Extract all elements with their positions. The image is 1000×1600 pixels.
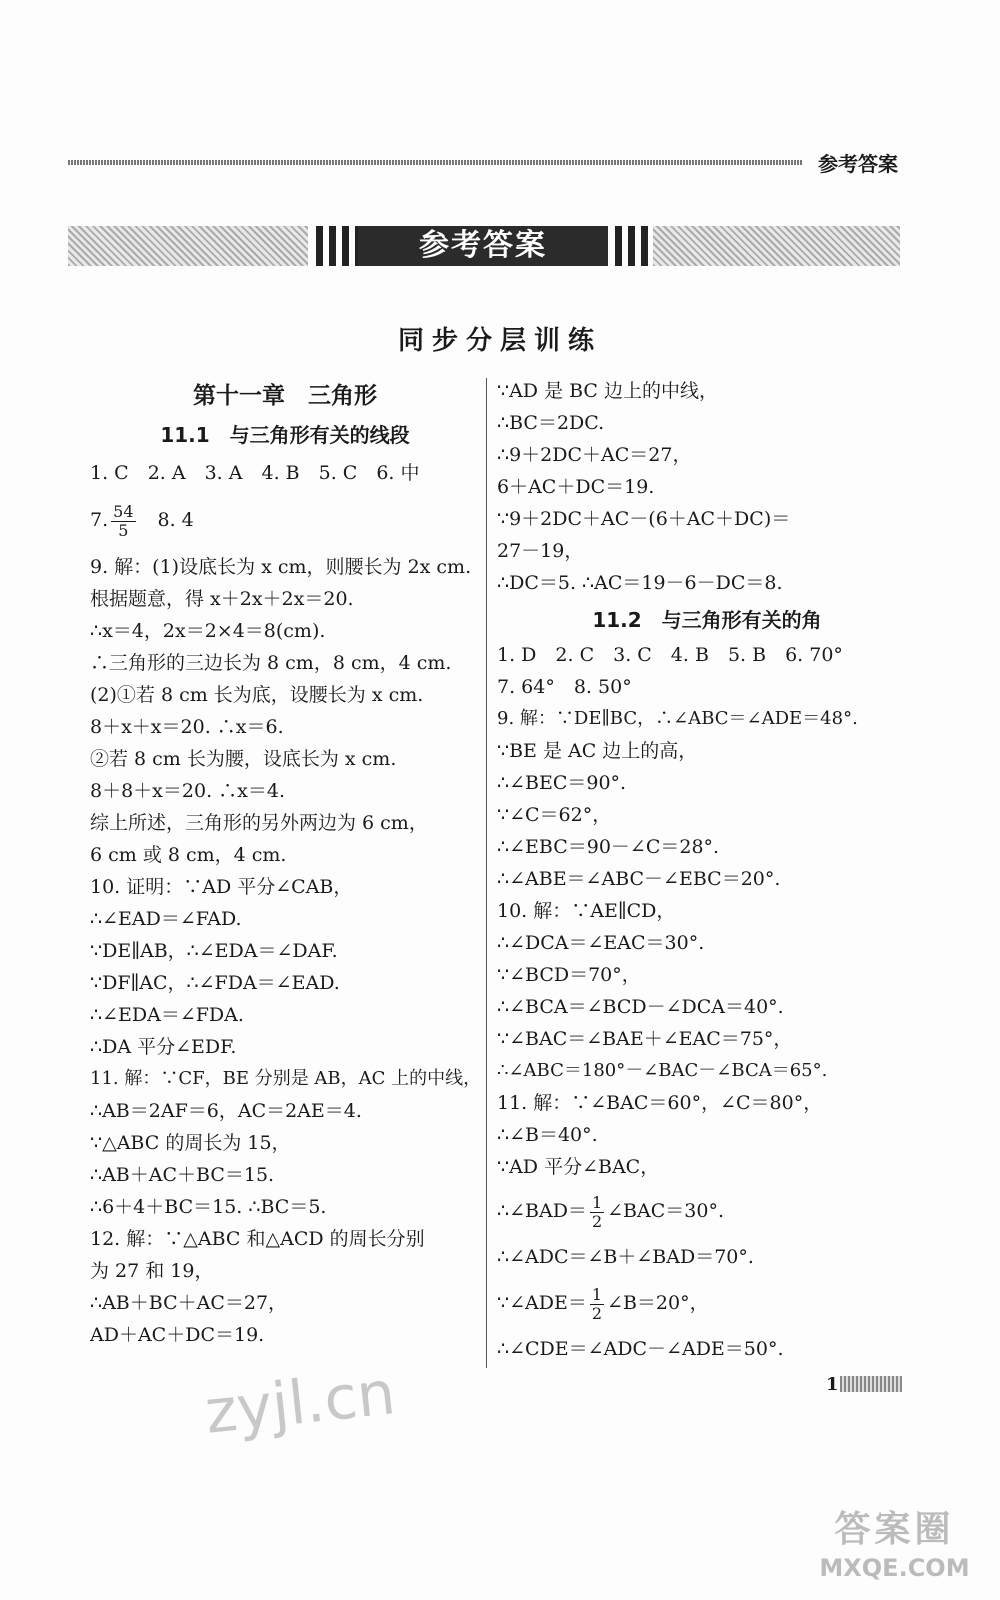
answer-banner (68, 226, 900, 266)
left-column (90, 375, 480, 1351)
answer-line: 12. 解：∵△ABC 和△ACD 的周长分别 (90, 1228, 425, 1250)
logo-text: 答案圈 (834, 1509, 955, 1550)
fraction-denominator: 5 (118, 520, 129, 540)
banner-texture-left (68, 226, 308, 266)
answer-line: ∴DC＝5. ∴AC＝19－6－DC＝8. (497, 572, 783, 594)
answer-line: ∵∠C＝62°， (497, 804, 612, 826)
answer-line: ∵DE∥AB，∴∠EDA＝∠DAF. (90, 940, 338, 962)
answer-text: ∠B＝20°， (607, 1292, 709, 1314)
subsection-title: 11.2 与三角形有关的角 (592, 608, 822, 632)
answer-line: ∴∠ABE＝∠ABC－∠EBC＝20°. (497, 868, 781, 890)
site-logo (812, 1508, 977, 1596)
answer-line: ∵△ABC 的周长为 15， (90, 1132, 291, 1154)
banner-texture-right (653, 226, 900, 266)
answer-line: 9. 解：(1)设底长为 x cm，则腰长为 2x cm. (90, 556, 472, 578)
page-number-decoration (840, 1376, 902, 1392)
fraction (111, 503, 135, 540)
answer-line: ②若 8 cm 长为腰，设底长为 x cm. (90, 748, 397, 770)
answer-line-fraction (497, 1275, 917, 1331)
page-number: 1 (826, 1374, 839, 1395)
answer-line: 9. 解：∵DE∥BC，∴∠ABC＝∠ADE＝48°. (497, 708, 858, 729)
answer-line-fraction (90, 493, 480, 547)
column-divider (486, 378, 487, 1368)
header-rule (68, 160, 803, 165)
answer-line: ∴BC＝2DC. (497, 412, 605, 434)
answer-line: ∵9＋2DC＋AC－(6＋AC＋DC)＝ (497, 508, 791, 530)
fraction-denominator: 2 (591, 1211, 603, 1231)
watermark: zyjl.cn (201, 1358, 399, 1448)
answer-line: 1. D 2. C 3. C 4. B 5. B 6. 70° (497, 644, 843, 666)
answer-line: ∵∠BCD＝70°， (497, 964, 641, 986)
answer-line: ∵BE 是 AC 边上的高， (497, 740, 698, 762)
fraction (590, 1194, 604, 1231)
fraction (590, 1286, 604, 1323)
answer-text: 8. 4 (138, 509, 194, 531)
chapter-title: 第十一章 三角形 (193, 383, 377, 409)
answer-line: 为 27 和 19， (90, 1260, 214, 1282)
banner-bars-left (316, 226, 362, 266)
answer-text: ∵∠ADE＝ (497, 1292, 587, 1314)
logo-domain: MXQE.COM (819, 1554, 970, 1582)
subsection-title: 11.1 与三角形有关的线段 (160, 423, 410, 447)
answer-text: ∠BAC＝30°. (607, 1200, 724, 1222)
answer-line: ∴AB＋AC＋BC＝15. (90, 1164, 275, 1186)
answer-line: ∴9＋2DC＋AC＝27， (497, 444, 692, 466)
answer-line: ∴∠BCA＝∠BCD－∠DCA＝40°. (497, 996, 784, 1018)
answer-line: 7. 64° 8. 50° (497, 676, 632, 698)
section-title: 同步分层训练 (397, 326, 602, 356)
answer-line: 综上所述，三角形的另外两边为 6 cm， (90, 812, 428, 834)
answer-line: 10. 解：∵AE∥CD， (497, 900, 676, 922)
answer-line: (2)①若 8 cm 长为底，设腰长为 x cm. (90, 684, 424, 706)
answer-line: ∴∠EBC＝90－∠C＝28°. (497, 836, 720, 858)
answer-line: ∴∠EDA＝∠FDA. (90, 1004, 244, 1026)
answer-line: ∴6＋4＋BC＝15. ∴BC＝5. (90, 1196, 327, 1218)
answer-line: ∵DF∥AC，∴∠FDA＝∠EAD. (90, 972, 340, 994)
answer-line: ∴∠ABC＝180°－∠BAC－∠BCA＝65°. (497, 1060, 828, 1081)
fraction-numerator: 54 (113, 501, 134, 521)
answer-line: ∴∠DCA＝∠EAC＝30°. (497, 932, 705, 954)
answer-line: 根据题意，得 x＋2x＋2x＝20. (90, 588, 354, 610)
answer-line: 6＋AC＋DC＝19. (497, 476, 655, 498)
answer-line: 6 cm 或 8 cm，4 cm. (90, 844, 287, 866)
answer-line: 1. C 2. A 3. A 4. B 5. C 6. 中 (90, 462, 420, 484)
right-column (497, 375, 917, 1367)
banner-title: 参考答案 (358, 226, 608, 266)
answer-line: ∴三角形的三边长为 8 cm，8 cm，4 cm. (90, 652, 452, 674)
answer-line: 8＋8＋x＝20. ∴x＝4. (90, 780, 285, 802)
answer-line: ∴∠EAD＝∠FAD. (90, 908, 242, 930)
answer-line: ∵AD 是 BC 边上的中线， (497, 380, 719, 402)
answer-text: ∴∠BAD＝ (497, 1200, 587, 1222)
answer-line: ∴∠B＝40°. (497, 1124, 598, 1146)
answer-line: ∴x＝4，2x＝2×4＝8(cm). (90, 620, 326, 642)
fraction-numerator: 1 (591, 1284, 603, 1304)
answer-line: ∵AD 平分∠BAC， (497, 1156, 660, 1178)
answer-line: 27－19， (497, 540, 584, 562)
answer-line: 11. 解：∵CF，BE 分别是 AB，AC 上的中线， (90, 1068, 482, 1089)
answer-line: ∴∠BEC＝90°. (497, 772, 627, 794)
fraction-denominator: 2 (591, 1303, 603, 1323)
running-header: 参考答案 (818, 152, 898, 176)
question-number: 7. (90, 509, 109, 531)
fraction-numerator: 1 (591, 1192, 603, 1212)
answer-line: 10. 证明：∵AD 平分∠CAB， (90, 876, 353, 898)
answer-line: AD＋AC＋DC＝19. (90, 1324, 265, 1346)
answer-line: ∴DA 平分∠EDF. (90, 1036, 237, 1058)
answer-line: ∴AB＝2AF＝6，AC＝2AE＝4. (90, 1100, 362, 1122)
answer-line: 11. 解：∵∠BAC＝60°，∠C＝80°， (497, 1092, 823, 1114)
answer-line: ∴∠CDE＝∠ADC－∠ADE＝50°. (497, 1338, 784, 1360)
answer-line: ∵∠BAC＝∠BAE＋∠EAC＝75°， (497, 1028, 793, 1050)
answer-line: ∴AB＋BC＋AC＝27， (90, 1292, 288, 1314)
answer-line-fraction (497, 1183, 917, 1239)
answer-line: 8＋x＋x＝20. ∴x＝6. (90, 716, 284, 738)
answer-line: ∴∠ADC＝∠B＋∠BAD＝70°. (497, 1246, 754, 1268)
